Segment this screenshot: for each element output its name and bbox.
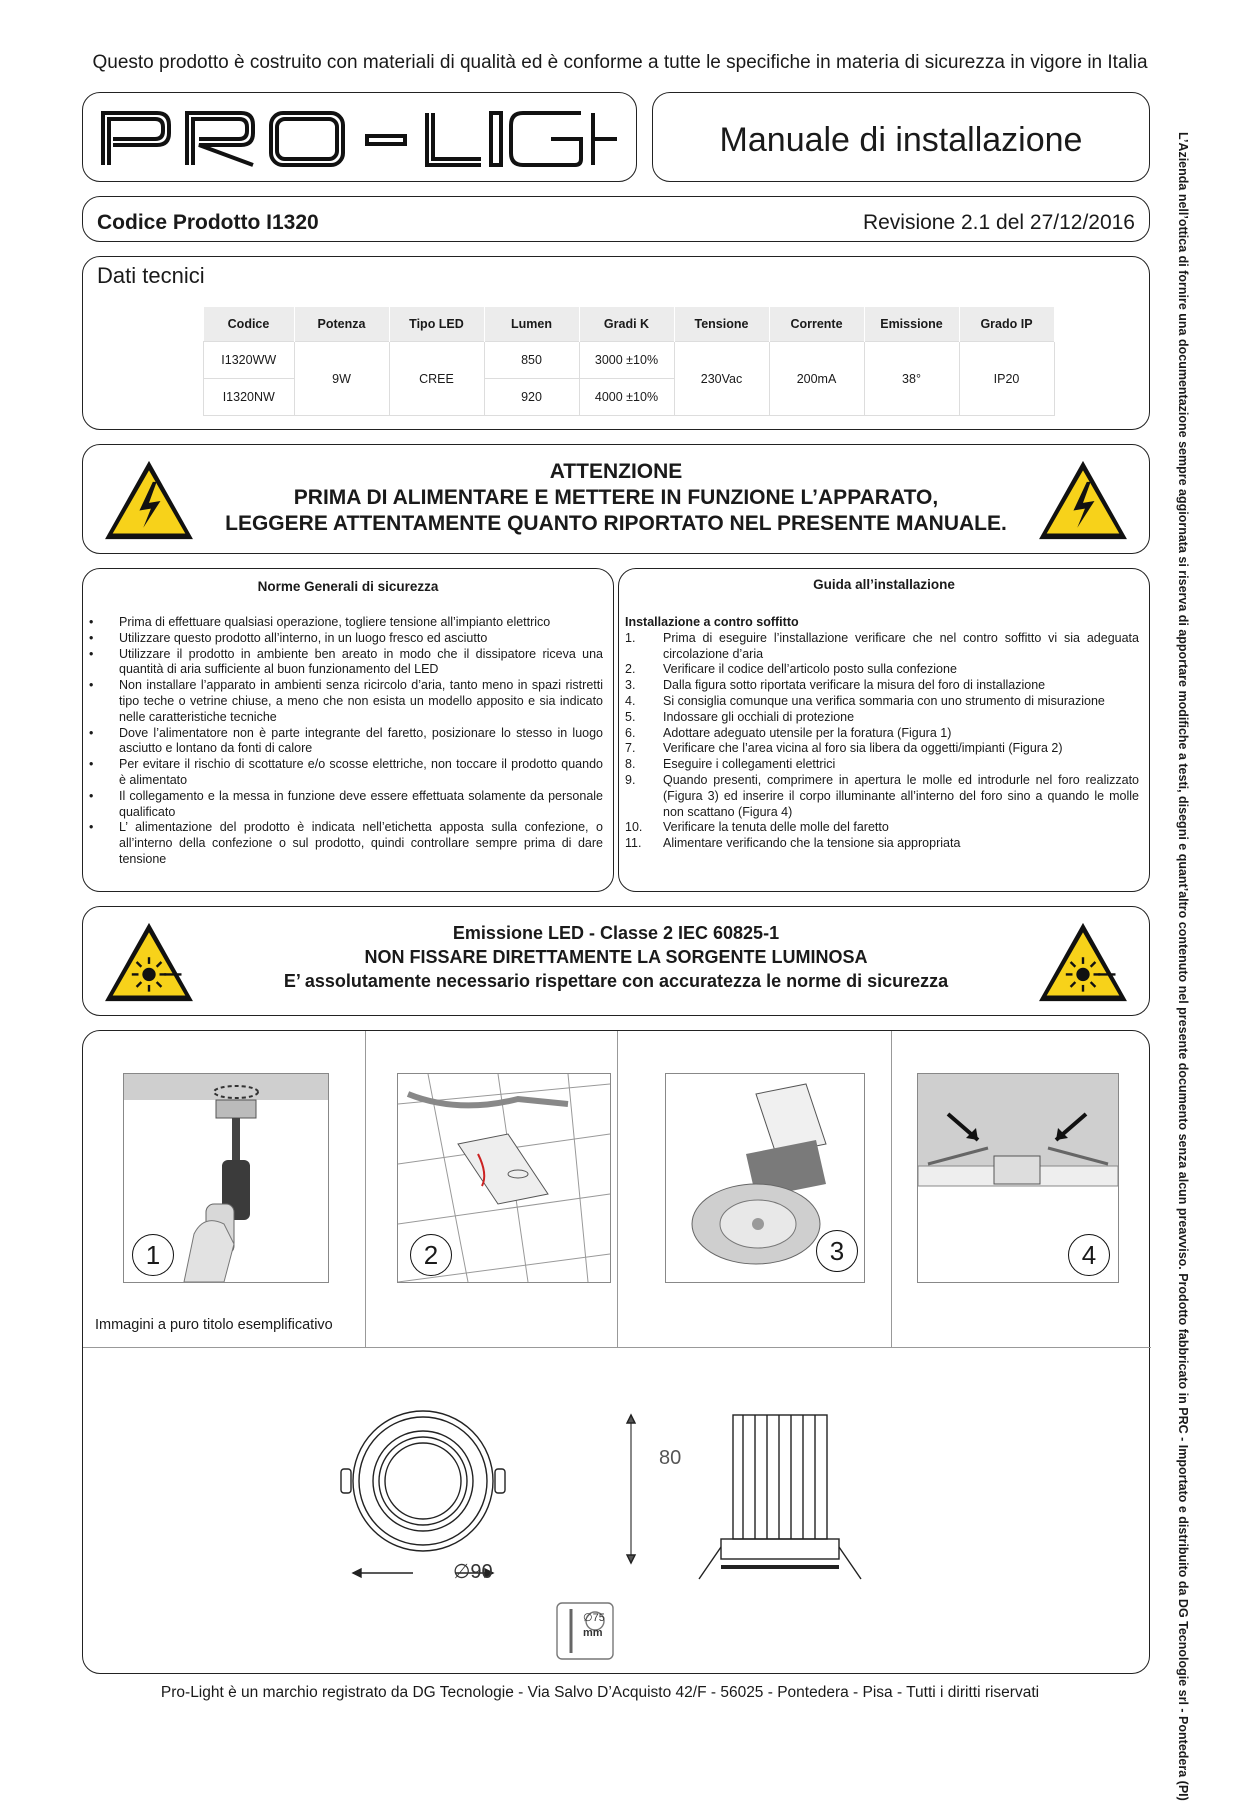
guida-subtitle: Installazione a contro soffitto [625,615,799,629]
guida-title: Guida all’installazione [813,577,955,592]
figures-caption: Immagini a puro titolo esemplificativo [95,1317,333,1333]
pro-light-logo [99,103,619,173]
cell-lumen: 920 [484,379,579,416]
norme-title: Norme Generali di sicurezza [257,579,439,594]
electric-hazard-icon-right [1035,457,1131,543]
attention-text [83,459,1149,537]
cell-lumen: 850 [484,342,579,379]
list-item: 9. Quando presenti, comprimere in apertura le molle ed introdurle nel foro realizzato (Figura 3) ed inserire il corpo illuminante all’interno del foro sino a quando le molle non scattano (Figura 4) [625,772,1139,819]
led-warning-line3: E’ assolutamente necessario rispettare con accuratezza le norme di sicurezza [283,971,949,991]
cell-power: 9W [294,342,389,416]
header-tipo-led: Tipo LED [389,307,484,342]
list-item: 5. Indossare gli occhiali di protezione [625,709,855,724]
revision: Revisione 2.1 del 27/12/2016 [862,211,1135,234]
header-emissione: Emissione [864,307,959,342]
manual-title: Manuale di installazione [719,121,1083,159]
table-row [204,342,1055,379]
figure-1 [123,1073,329,1283]
attention-line2: PRIMA DI ALIMENTARE E METTERE IN FUNZIONE L’APPARATO, [293,486,939,509]
cell-emission: 38° [864,342,959,416]
list-item: • Il collegamento e la messa in funzione deve essere effettuata solamente da personale qualificato [89,788,603,819]
list-item: • Utilizzare il prodotto in ambiente ben areato in modo che il dissipatore riceva una quantità di aria sufficiente al buon funzionamento del LED [89,646,603,677]
list-item: 8. Eseguire i collegamenti elettrici [625,757,836,772]
norme-list [89,615,603,868]
figure-number: 2 [410,1234,452,1276]
header-codice: Codice [204,307,295,342]
tech-data-title: Dati tecnici [97,263,205,288]
attention-box [82,444,1150,554]
divider [365,1031,366,1347]
led-warning-box [82,906,1150,1016]
cell-code: I1320WW [204,342,295,379]
list-item: 4. Si consiglia comunque una verifica sommaria con uno strumento di misurazione [625,693,1105,708]
attention-line3: LEGGERE ATTENTAMENTE QUANTO RIPORTATO NEL PRESENTE MANUALE. [225,512,1007,535]
cell-ip: IP20 [959,342,1054,416]
manual-title-box [652,92,1150,182]
laser-radiation-icon-right [1035,919,1131,1005]
header-grado-ip: Grado IP [959,307,1054,342]
product-code-box [82,196,1150,242]
guida-list [625,615,1139,852]
list-item: 2. Verificare il codice dell’articolo posto sulla confezione [625,662,957,677]
hole-label: ∅75 [583,1612,605,1624]
list-item: • L’ alimentazione del prodotto è indicata nell’etichetta apposta sulla confezione, o all’interno della confezione o sul prodotto, quindi controllare sempre prima di dare tensione [89,820,603,866]
list-item: 7. Verificare che l’area vicina al foro sia libera da oggetti/impianti (Figura 2) [625,741,1063,756]
logo-box [82,92,637,182]
list-item: 11. Alimentare verificando che la tensione sia appropriata [625,836,961,851]
header-lumen: Lumen [484,307,579,342]
norme-box [82,568,614,892]
list-item: 3. Dalla figura sotto riportata verificare la misura del foro di installazione [625,678,1046,693]
footer: Pro-Light è un marchio registrato da DG Tecnologie - Via Salvo D’Acquisto 42/F - 56025 - Pontedera - Pisa - Tutti i diritti riservati [160,1684,1040,1701]
cell-led: CREE [389,342,484,416]
dimension-drawing [183,1361,1083,1661]
figure-number: 1 [132,1234,174,1276]
figure-number: 3 [816,1230,858,1272]
attention-line1: ATTENZIONE [549,460,683,483]
figure-4 [917,1073,1119,1283]
top-note: Questo prodotto è costruito con materiali di qualità ed è conforme a tutte le specifiche in materia di sicurezza in vigore in Italia [92,52,1148,73]
header-tensione: Tensione [674,307,769,342]
list-item: • Per evitare il rischio di scottature e/o scosse elettriche, non toccare il prodotto quando è alimentato [89,757,603,787]
guida-box [618,568,1150,892]
list-item: • Non installare l’apparato in ambienti senza ricircolo d’aria, tanto meno in spazi ristretti tipo teche o vetrine chiuse, a meno che non esista un modello apposito e sia indicato nelle caratteristiche tecniche [89,678,603,724]
spec-table [203,307,1055,416]
cell-kelvin: 4000 ±10% [579,379,674,416]
cell-voltage: 230Vac [674,342,769,416]
side-disclaimer: L’Azienda nell’ottica di fornire una documentazione sempre aggiornata si riserva di apportare modifiche a testi, disegni e quant’altro contenuto nel presente documento senza alcun preavviso. Prodotto fabbricato in PRC - Importato e distribuito da DG Tecnologie srl - Pontedera (PI) [1176,132,1190,1801]
figure-number: 4 [1068,1234,1110,1276]
cell-code: I1320NW [204,379,295,416]
divider [617,1031,618,1347]
product-code: Codice Prodotto I1320 [97,211,319,234]
list-item: 10. Verificare la tenuta delle molle del faretto [625,820,889,835]
height-label: 80 [659,1447,682,1469]
figure-3 [665,1073,865,1283]
cell-current: 200mA [769,342,864,416]
tech-data-box [82,256,1150,430]
led-warning-line2: NON FISSARE DIRETTAMENTE LA SORGENTE LUMINOSA [364,947,868,967]
cell-kelvin: 3000 ±10% [579,342,674,379]
header-gradi-k: Gradi K [579,307,674,342]
led-warning-line1: Emissione LED - Classe 2 IEC 60825-1 [452,923,780,943]
list-item: • Prima di effettuare qualsiasi operazione, togliere tensione all’impianto elettrico [89,615,551,629]
divider [83,1347,1151,1348]
list-item: • Dove l’alimentatore non è parte integrante del faretto, posizionare lo stesso in luogo asciutto e lontano da fonti di calore [89,725,603,756]
figures-box [82,1030,1150,1674]
header-potenza: Potenza [294,307,389,342]
divider [891,1031,892,1347]
list-item: 1. Prima di eseguire l’installazione verificare che nel contro soffitto vi sia adeguata circolazione d’aria [625,630,1139,661]
diameter-label: ∅90 [453,1561,493,1583]
list-item: • Utilizzare questo prodotto all’interno, in un luogo fresco ed asciutto [89,630,488,645]
led-warning-text [83,921,1149,993]
unit-label: mm [583,1627,603,1639]
list-item: 6. Adottare adeguato utensile per la foratura (Figura 1) [625,725,952,740]
figure-2 [397,1073,611,1283]
header-corrente: Corrente [769,307,864,342]
